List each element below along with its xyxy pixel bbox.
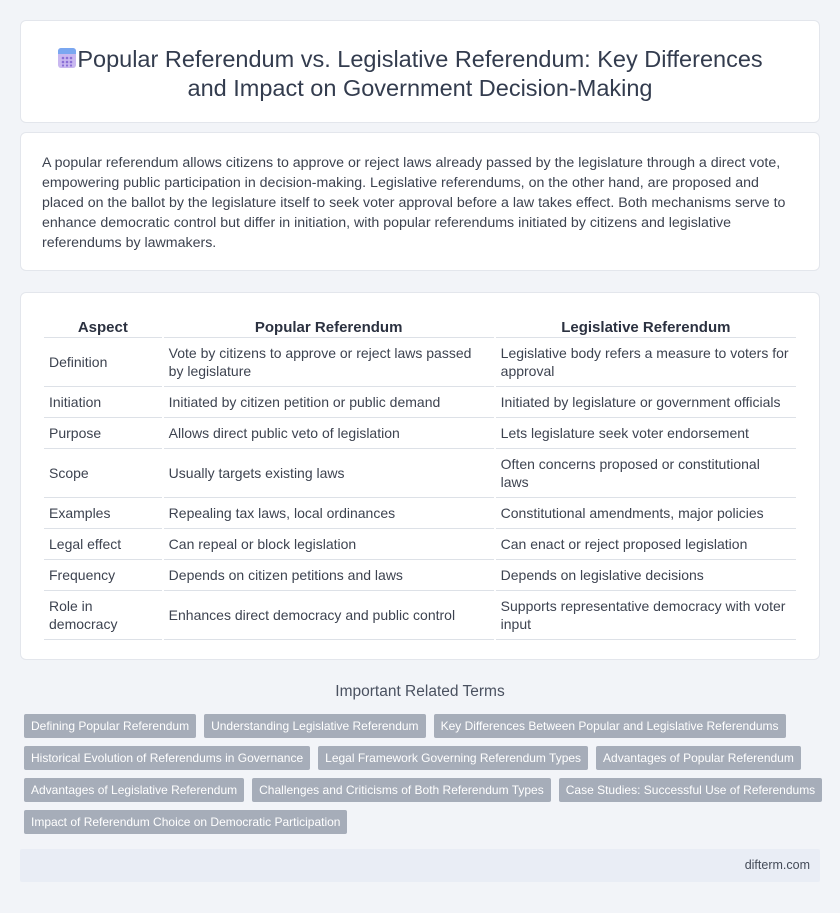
- row-legislative: Can enact or reject proposed legislation: [496, 529, 796, 560]
- row-aspect: Definition: [44, 338, 162, 387]
- row-legislative: Initiated by legislature or government officials: [496, 387, 796, 418]
- table-row: [44, 338, 796, 387]
- related-term-tag[interactable]: Legal Framework Governing Referendum Types: [318, 746, 588, 770]
- table-header-row: [44, 315, 796, 338]
- row-legislative: Often concerns proposed or constitutional laws: [496, 449, 796, 498]
- row-aspect: Scope: [44, 449, 162, 498]
- table-row: [44, 498, 796, 529]
- related-term-tag[interactable]: Defining Popular Referendum: [24, 714, 196, 738]
- header-aspect: Aspect: [44, 315, 162, 338]
- table-row: [44, 591, 796, 640]
- row-aspect: Examples: [44, 498, 162, 529]
- comparison-table: [42, 315, 798, 640]
- tag-row: [24, 714, 824, 738]
- header-legislative: Legislative Referendum: [496, 315, 796, 338]
- row-popular: Enhances direct democracy and public control: [164, 591, 494, 640]
- related-term-tag[interactable]: Understanding Legislative Referendum: [204, 714, 425, 738]
- row-aspect: Purpose: [44, 418, 162, 449]
- comparison-card: [20, 292, 820, 660]
- table-row: [44, 560, 796, 591]
- row-legislative: Supports representative democracy with voter input: [496, 591, 796, 640]
- row-popular: Can repeal or block legislation: [164, 529, 494, 560]
- intro-paragraph: A popular referendum allows citizens to approve or reject laws already passed by the legislature through a direct vote, empowering public participation in decision-making. Legislative referendums, on the other hand, are proposed and placed on the ballot by the legislature itself to seek voter approval before a law takes effect. Both mechanisms serve to enhance democratic control but differ in initiation, with popular referendums initiated by citizens and legislative referendums by lawmakers.: [42, 155, 786, 251]
- row-legislative: Legislative body refers a measure to voters for approval: [496, 338, 796, 387]
- header-popular: Popular Referendum: [164, 315, 494, 338]
- footer-site[interactable]: difterm.com: [744, 858, 810, 872]
- related-term-tag[interactable]: Case Studies: Successful Use of Referendums: [559, 778, 822, 802]
- table-row: [44, 529, 796, 560]
- related-term-tag[interactable]: Key Differences Between Popular and Legislative Referendums: [434, 714, 786, 738]
- header-card: [20, 20, 820, 123]
- row-aspect: Frequency: [44, 560, 162, 591]
- related-term-tag[interactable]: Advantages of Legislative Referendum: [24, 778, 244, 802]
- row-aspect: Initiation: [44, 387, 162, 418]
- related-term-tag[interactable]: Impact of Referendum Choice on Democratic Participation: [24, 810, 347, 834]
- row-aspect: Role in democracy: [44, 591, 162, 640]
- related-terms-list: [24, 714, 824, 842]
- table-row: [44, 449, 796, 498]
- table-row: [44, 418, 796, 449]
- intro-card: [20, 132, 820, 271]
- table-row: [44, 387, 796, 418]
- row-popular: Allows direct public veto of legislation: [164, 418, 494, 449]
- row-legislative: Lets legislature seek voter endorsement: [496, 418, 796, 449]
- row-legislative: Depends on legislative decisions: [496, 560, 796, 591]
- tag-row: [24, 746, 824, 770]
- row-popular: Depends on citizen petitions and laws: [164, 560, 494, 591]
- row-legislative: Constitutional amendments, major policies: [496, 498, 796, 529]
- related-term-tag[interactable]: Challenges and Criticisms of Both Referendum Types: [252, 778, 551, 802]
- row-popular: Vote by citizens to approve or reject laws passed by legislature: [164, 338, 494, 387]
- tag-row: [24, 778, 824, 802]
- row-popular: Repealing tax laws, local ordinances: [164, 498, 494, 529]
- page-title: Popular Referendum vs. Legislative Referendum: Key Differences and Impact on Government Decision-Making: [77, 46, 763, 101]
- related-terms-title: Important Related Terms: [335, 683, 505, 700]
- row-aspect: Legal effect: [44, 529, 162, 560]
- row-popular: Usually targets existing laws: [164, 449, 494, 498]
- related-term-tag[interactable]: Historical Evolution of Referendums in Governance: [24, 746, 310, 770]
- footer: [20, 849, 820, 882]
- tag-row: [24, 810, 824, 834]
- related-term-tag[interactable]: Advantages of Popular Referendum: [596, 746, 801, 770]
- row-popular: Initiated by citizen petition or public demand: [164, 387, 494, 418]
